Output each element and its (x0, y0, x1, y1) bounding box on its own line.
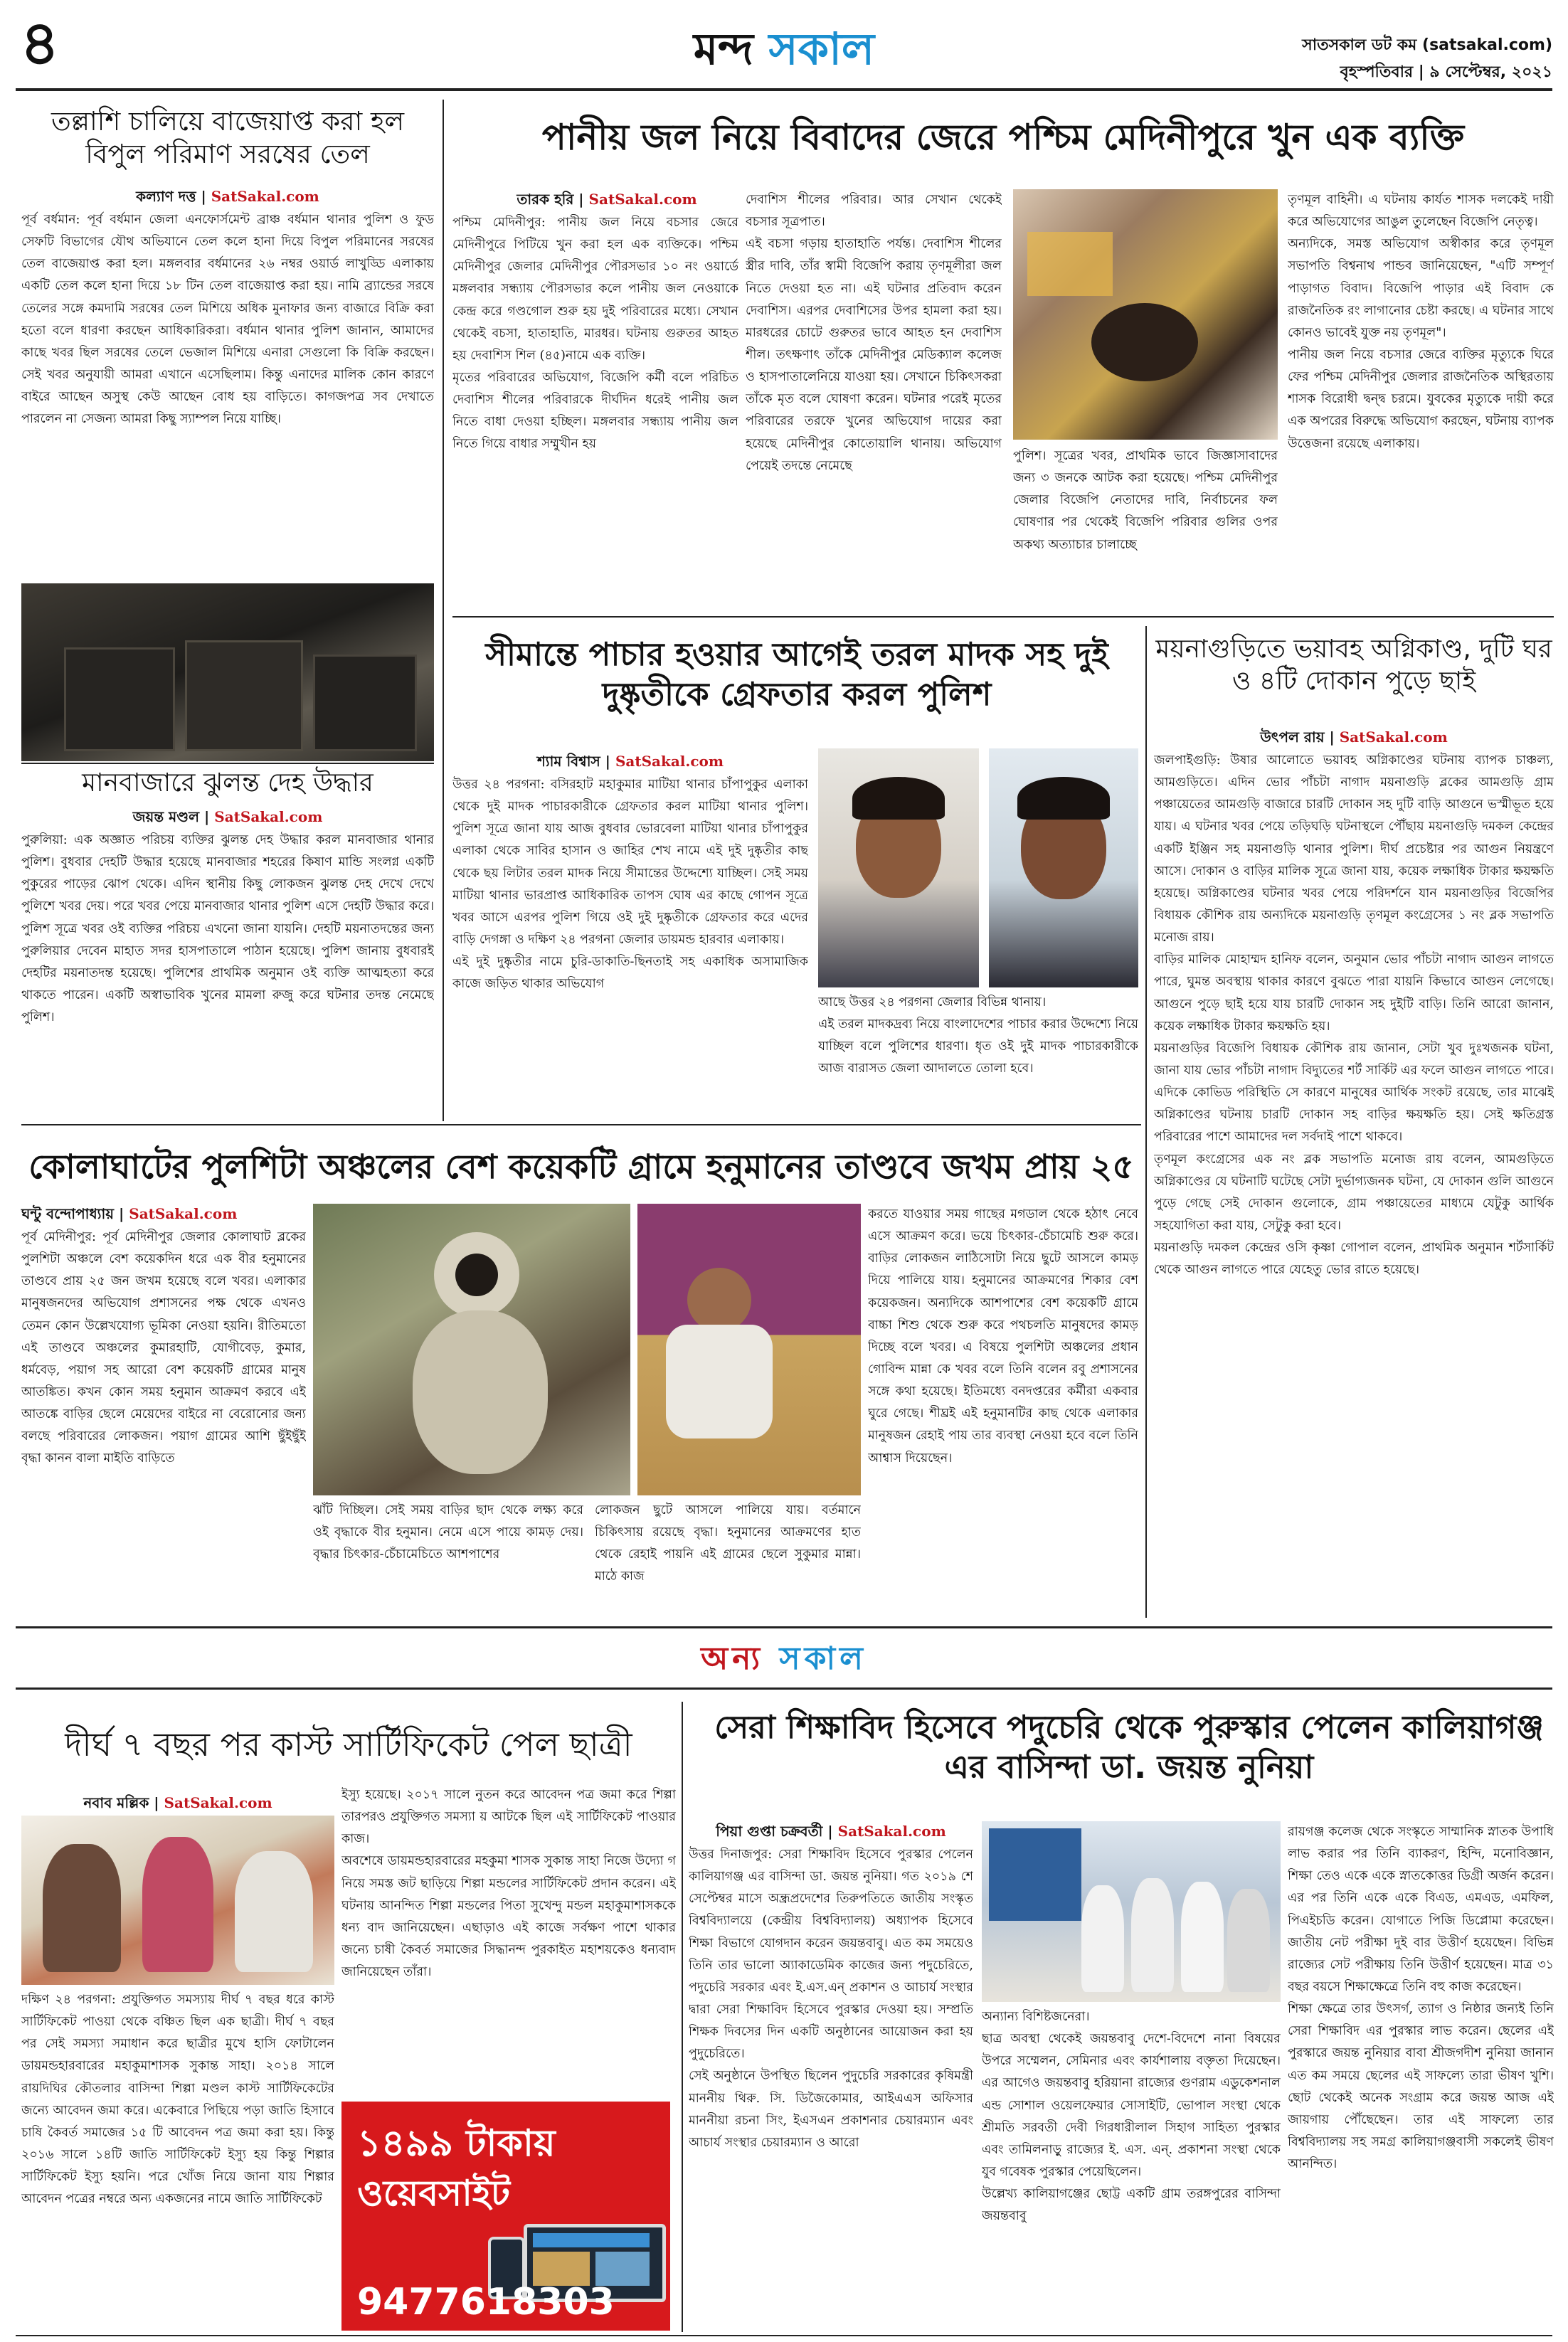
brand-part1: মন্দ (693, 23, 754, 75)
a1-author: কল্যাণ দত্ত | (136, 188, 206, 205)
a6-col2: ঝাঁট দিচ্ছিল। সেই সময় বাড়ির ছাদ থেকে লক্ষ্য করে ওই বৃদ্ধাকে বীর হনুমান। নেমে এসে পায়ে কামড় দেয়। বৃদ্ধার চিৎকার-চেঁচামেচিতে আশপাশের (313, 1503, 583, 1562)
a6-photo-victim-woman (637, 1204, 861, 1495)
a1-body: পূর্ব বর্ধমান: পূর্ব বর্ধমান জেলা এনফোর্সমেন্ট ব্রাঞ্চ বর্ধমান থানার পুলিশ ও ফুড সেফটি বিভাগের যৌথ অভিযানে তেল কলে হানা দিয়ে বিপুল পরিমানের সরষের তেল বাজেয়াপ্ত করা হল। মঙ্গলবার বর্ধমানের ২৬ নম্বর ওয়ার্ড লাখুড্ডি এলাকায় একটি তেল কলে হানা দিয়ে ১৮ টিন তেল বাজেয়াপ্ত করা হয়। নামি ব্র্যান্ডের সরষে তেলের সঙ্গে কমদামি সরষের তেল মিশিয়ে অধিক মুনাফার জন্য বাজারে বিক্রি করা হতো বলে ধারণা করছেন আধিকারিকরা। বর্ধমান থানার পুলিশ জানান, আমাদের কাছে খবর ছিল সরষের তেলে ভেজাল মিশিয়ে এনারা সেগুলো কি বিক্রি করছেন। সেই খবর অনুযায়ী আমরা এখানে এসেছিলাম। কিন্তু এনাদের মালিক কোন কারণে বাইরে আছেন অসুস্থ কেউ আছেন বোধ হয় বাড়িতে। কাগজপত্র সব দেখাতে পারলেন না সেজন্য আমরা কিছু স্যাম্পল নিয়ে যাচ্ছি। (21, 213, 434, 427)
a3-author: তারক হরি | (517, 191, 584, 208)
a2-headline: মানবাজারে ঝুলন্ত দেহ উদ্ধার (82, 768, 374, 798)
page-bottom-rule (16, 2335, 1552, 2336)
ad-phone-number[interactable]: 9477618303 (357, 2281, 615, 2324)
a5-source: SatSakal.com (1339, 728, 1448, 746)
a8-col1: উত্তর দিনাজপুর: সেরা শিক্ষাবিদ হিসেবে পুরস্কার পেলেন কালিয়াগঞ্জ এর বাসিন্দা ডা. জয়ন্ত নুনিয়া। গত ২০১৯ শে সেপ্টেম্বর মাসে অন্ধ্রপ্রদেশের তিরুপতিতে জাতীয় সংস্কৃত বিশ্ববিদ্যালয়ে (কেন্দ্রীয় বিশ্ববিদ্যালয়) অধ্যাপক হিসেবে শিক্ষা বিভাগে যোগদান করেন জয়ন্তবাবু। এত কম সময়েও তিনি তার ভালো অ্যাকাডেমিক কাজের জন্য পদুচেরিতে, পদুচেরি সরকার এবং ই.এস.এন্ প্রকাশন ও আচার্য সংস্থার দ্বারা সেরা শিক্ষাবিদ হিসেবে পুরস্কার দেওয়া হয়। সম্প্রতি শিক্ষক দিবসের দিন একটি অনুষ্ঠানের আয়োজন করা হয় পুদুচেরিতে। সেই অনুষ্ঠানে উপস্থিত ছিলেন পুদুচেরি সরকারের কৃষিমন্ত্রী মাননীয় থিরু. সি. ডিজৈকোমার, আইএএস অফিসার মাননীয়া রচনা সিং, ইএসএন প্রকাশনার চেয়ারম্যান এবং আচার্য সংস্থার চেয়ারম্যান ও আরো (689, 1848, 973, 2150)
a8-col3: রায়গঞ্জ কলেজ থেকে সংস্কৃতে সাম্মানিক স্নাতক উপাধি লাভ করার পর তিনি ব্যাকরণ, হিন্দি, মনোবিজ্ঞান, শিক্ষা তেও একে একে স্নাতকোত্তর ডিগ্রী অর্জন করেন। এর পর তিনি একে একে বিএড, এমএড, এমফিল, পিএইচডি করেন। যোগাতে পিজি ডিপ্লোমা করেছেন। জাতীয় নেট পরীক্ষা দুই বার উত্তীর্ণ হয়েছেন। বিভিন্ন রাজ্যের সেট পরীক্ষায় তিনি উত্তীর্ণ হয়েছেন। মাত্র ৩১ বছর বয়সে শিক্ষাক্ষেত্রে তিনি বহু কাজ করেছেন। শিক্ষা ক্ষেত্রে তার উৎসর্গ, ত্যাগ ও নিষ্ঠার জন্যই তিনি সেরা শিক্ষাবিদ এর পুরস্কার লাভ করেন। ছেলের এই পুরস্কারে জয়ন্ত নুনিয়ার বাবা শ্রীজগদীশ নুনিয়া জানান এত কম সময়ে ছেলের এই সাফল্যে তারা ভীষণ খুশি। ছোট থেকেই অনেক সংগ্রাম করে জয়ন্ত আজ এই জায়গায় পৌঁছেছেন। তার এই সাফল্যে তার বিশ্ববিদ্যালয় সহ সমগ্র কালিয়াগঞ্জবাসী সকলেই ভীষণ আনন্দিত। (1288, 1825, 1554, 2172)
brand-part2: সকাল (768, 23, 875, 75)
a8-photo-award-ceremony (982, 1821, 1281, 2002)
a4-author: শ্যাম বিশ্বাস | (536, 753, 610, 770)
a6-source: SatSakal.com (129, 1205, 238, 1222)
a4-photo-accused-2 (989, 748, 1138, 987)
a7-byline (21, 1793, 334, 1816)
a1-photo-oil-tins (21, 583, 434, 761)
a7-col1: দক্ষিণ ২৪ পরগনা: প্রযুক্তিগত সমস্যায় দীর্ঘ ৭ বছর ধরে কাস্ট সার্টিফিকেট পাওয়া থেকে বঞ্চিত ছিল এক ছাত্রী। দীর্ঘ ৭ বছর পর সেই সমস্যা সমাধান করে ছাত্রীর মুখে হাসি ফোটালেন ডায়মন্ডহারবারের মহাকুমাশাসক সুকান্ত সাহা। ২০১৪ সালে রায়দিঘির কৌতলার বাসিন্দা শিল্পা মণ্ডল কাস্ট সার্টিফিকেটের জন্যে আবেদন জমা করে। একেবারে পিছিয়ে পড়া জাতি হিসাবে চাষি কৈবর্ত সমাজের ১৫ টি আবেদন পত্র জমা করা হয়। কিন্তু ২০১৬ সালে ১৪টি জাতি সার্টিফিকেট ইস্যু হয় কিন্তু শিল্পার সার্টিফিকেট ইস্যু হয়নি। পরে খোঁজ নিয়ে জানা যায় শিল্পার আবেদন পত্রের নম্বরে অন্য একজনের নামে জাতি সার্টিফিকেট (21, 1993, 334, 2207)
a2-author: জয়ন্ত মণ্ডল | (132, 808, 210, 825)
a4-bottom-rule (21, 1124, 1141, 1125)
a4-source: SatSakal.com (615, 753, 724, 770)
a3-col1: পশ্চিম মেদিনীপুর: পানীয় জল নিয়ে বচসার জেরে মেদিনীপুরে পিটিয়ে খুন করা হল এক ব্যক্তিকে। পশ্চিম মেদিনীপুর জেলার মেদিনীপুর পৌরসভার ১০ নং ওয়ার্ডে মঙ্গলবার সন্ধ্যায় পৌরসভার কলে পানীয় জল নেওয়াকে কেন্দ্র করে গণ্ডগোল শুরু হয় দুই পরিবারের মধ্যে। সেখান থেকেই বচসা, হাতাহাতি, মারধর। ঘটনায় গুরুতর আহত হয় দেবাশিস শিল (৪৫)নামে এক ব্যক্তি। মৃতের পরিবারের অভিযোগ, বিজেপি কর্মী বলে পরিচিত দেবাশিস শীলের পরিবারকে দীর্ঘদিন ধরেই পানীয় জল নিতে বাধা দেওয়া হচ্ছিল। মঙ্গলবার সন্ধ্যায় পানীয় জল নিতে গিয়ে বাধার সম্মুখীন হয় (452, 216, 738, 452)
masthead-date: বৃহস্পতিবার | ৯ সেপ্টেম্বর, ২০২১ (1340, 63, 1552, 81)
a4-headline: সীমান্তে পাচার হওয়ার আগেই তরল মাদক সহ দুই দুষ্কৃতীকে গ্রেফতার করল পুলিশ (485, 635, 1108, 714)
a3-source: SatSakal.com (588, 191, 697, 208)
a7-col2: ইস্যু হয়েছে। ২০১৭ সালে নুতন করে আবেদন পত্র জমা করে শিল্পা তারপরও প্রযুক্তিগত সমস্যা য় আটকে ছিল এই সার্টিফিকেট পাওয়ার কাজ। অবশেষে ডায়মন্ডহারবারের মহকুমা শাসক সুকান্ত সাহা নিজে উদ্যো গ নিয়ে সমস্ত জট ছাড়িয়ে শিল্পা মন্ডলের সার্টিফিকেট প্রদান করেন। এই ঘটনায় আনন্দিত শিল্পা মন্ডলের পিতা সুখেন্দু মন্ডল মহাকুমাশাসককে ধন্য বাদ জানিয়েছেন। এছাড়াও এই কাজে সর্বক্ষণ পাশে থাকার জন্যে চাষী কৈবর্ত সমাজের সিদ্ধানন্দ পুরকাইত মহাশয়কেও ধন্যবাদ জানিয়েছেন তাঁরা। (341, 1788, 676, 1980)
a5-headline: ময়নাগুড়িতে ভয়াবহ অগ্নিকাণ্ড, দুটি ঘর ও ৪টি দোকান পুড়ে ছাই (1155, 635, 1552, 696)
page-number: ৪ (20, 8, 60, 79)
section-top-rule (16, 1626, 1552, 1628)
a7-source: SatSakal.com (164, 1794, 272, 1811)
a6-photo-monkey (313, 1204, 630, 1495)
a4-col2: আছে উত্তর ২৪ পরগনা জেলার বিভিন্ন থানায়। এই তরল মাদকদ্রব্য নিয়ে বাংলাদেশের পাচার করার উদ্দেশ্যে নিয়ে যাচ্ছিল বলে পুলিশের ধারণা। ধৃত ওই দুই মাদক পাচারকারীকে আজ বারাসত জেলা আদালতে তোলা হবে। (818, 995, 1138, 1076)
a3-col2: দেবাশিস শীলের পরিবার। আর সেখান থেকেই বচসার সূত্রপাত। এই বচসা গড়ায় হাতাহাতি পর্যন্ত। দেবাশিস শীলের স্ত্রীর দাবি, তাঁর স্বামী বিজেপি করায় তৃণমূলীরা জল নিতে দেওয়া হত না। এই ঘটনার প্রতিবাদ করেন দেবাশিস। এরপর দেবাশিসের উপর হামলা করা হয়। মারধরের চোটে গুরুতর ভাবে আহত হন দেবাশিস শীল। তৎক্ষণাৎ তাঁকে মেদিনীপুর মেডিক্যাল কলেজ ও হাসপাতালেনিয়ে যাওয়া হয়। সেখানে চিকিৎসকরা তাঁকে মৃত বলে ঘোষণা করেন। ঘটনার পরেই মৃতের পরিবারের তরফে খুনের অভিযোগ দায়ের করা হয়েছে মেদিনীপুর কোতোয়ালি থানায়। অভিযোগ পেয়েই তদন্তে নেমেছে (746, 193, 1002, 473)
a4-right-rule (1145, 626, 1147, 1618)
section-part2: সকাল (779, 1641, 867, 1677)
a8-author: পিয়া গুপ্তা চক্রবর্তী | (716, 1823, 833, 1840)
a1-headline: তল্লাশি চালিয়ে বাজেয়াপ্ত করা হল বিপুল পরিমাণ সরষের তেল (51, 106, 405, 170)
a6-col1: পূর্ব মেদিনীপুর: পূর্ব মেদিনীপুর জেলার কোলাঘাট ব্লকের পুলশিটা অঞ্চলে বেশ কয়েকদিন ধরে এক বীর হনুমানের তাণ্ডবে প্রায় ২৫ জন জখম হয়েছে বলে খবর। এলাকার মানুষজনদের অভিযোগ প্রশাসনের পক্ষ থেকে এখনও তেমন কোন উল্লেখযোগ্য ভূমিকা নেওয়া হয়নি। রীতিমতো এই তাণ্ডবে অঞ্চলের কুমারহাটি, যোগীবেড়, কুমার, ধর্মবেড়, পয়াগ সহ আরো বেশ কয়েকটি গ্রামের মানুষ আতঙ্কিত। কখন কোন সময় হনুমান আক্রমণ করবে এই আতঙ্কে বাড়ির ছেলে মেয়েদের বাইরে না বেরোনোর জন্য বলছে পরিবারের লোকজন। পয়াগ গ্রামের আশি ছুঁইছুঁই বৃদ্ধা কানন বালা মাইতি বাড়িতে (21, 1230, 306, 1466)
a7-headline: দীর্ঘ ৭ বছর পর কাস্ট সার্টিফিকেট পেল ছাত্রী (65, 1725, 632, 1764)
section-part1: অন্য (701, 1641, 765, 1677)
a6-col4: করতে যাওয়ার সময় গাছের মগডাল থেকে হঠাৎ নেবে এসে আক্রমণ করে। ভয়ে চিৎকার-চেঁচামেচি শুরু করে। বাড়ির লোকজন লাঠিসোটা নিয়ে ছুটে আসলে কামড় দিয়ে পালিয়ে যায়। হনুমানের আক্রমণের শিকার বেশ কয়েকজন। অন্যদিকে আশপাশের বেশ কয়েকটি গ্রামে বাচ্চা শিশু থেকে শুরু করে পথচলতি মানুষদের কামড় দিচ্ছে বলে খবর। এ বিষয়ে পুলশিটা অঞ্চলের প্রধান গোবিন্দ মান্না কে খবর বলে তিনি বলেন রবু প্রশাসনের সঙ্গে কথা হয়েছে। ইতিমধ্যে বনদপ্তরের কর্মীরা একবার ঘুরে গেছে। শীঘ্রই এই হনুমানটির কাছ থেকে এলাকার মানুষজন রেহাই পায় তার ব্যবস্থা নেওয়া হবে বলে তিনি আশ্বাস দিয়েছেন। (868, 1207, 1138, 1466)
section-banner (0, 1635, 1568, 1687)
a4-col1: উত্তর ২৪ পরগনা: বসিরহাট মহাকুমার মাটিয়া থানার চাঁপাপুকুর এলাকা থেকে দুই মাদক পাচারকারীকে গ্রেফতার করল মাটিয়া থানার পুলিশ। পুলিশ সূত্রে জানা যায় আজ বুধবার ভোরবেলা মাটিয়া থানার চাঁপাপুকুর এলাকা থেকে সাবির হাসান ও জাহির শেখ নামে এই দুই দুষ্কৃতীর কাছ থেকে ছয় লিটার তরল মাদক নিয়ে সীমান্তের উদ্দেশ্যে যাচ্ছিল। সেই সময় মাটিয়া থানার ভারপ্রাপ্ত আধিকারিক তাপস ঘোষ এর কাছে গোপন সূত্রে খবর আসে এরপর পুলিশ গিয়ে ওই দুই দুষ্কৃতীকে গ্রেফতার করে এদের বাড়ি দেগঙ্গা ও দক্ষিণ ২৪ পরগনা জেলার ডায়মন্ড হারবার এলাকায়। এই দুই দুষ্কৃতীর নামে চুরি-ডাকাতি-ছিনতাই সহ একাধিক অসামাজিক কাজে জড়িত থাকার অভিযোগ (452, 778, 808, 992)
website-ad[interactable] (341, 2102, 670, 2331)
a2-source: SatSakal.com (214, 808, 323, 825)
bottom-section-divider (682, 1702, 683, 2332)
a6-byline (21, 1204, 306, 1227)
left-block-rule (443, 100, 444, 1121)
a6-author: ঘন্টু বন্দোপাধ্যায় | (21, 1205, 125, 1222)
a3-col4: তৃণমূল বাহিনী। এ ঘটনায় কার্যত শাসক দলকেই দায়ী করে অভিযোগের আঙুল তুলেছেন বিজেপি নেতৃত্ব। অন্যদিকে, সমস্ত অভিযোগ অস্বীকার করে তৃণমূল সভাপতি বিশ্বনাথ পান্ডব জানিয়েছেন, "এটি সম্পূর্ণ পাড়াগত বিবাদ। বিজেপি পাড়ার এই বিবাদ কে রাজনৈতিক রং লাগানোর চেষ্টা করছে। এ ঘটনার সাথে কোনও ভাবেই যুক্ত নয় তৃণমূল"। পানীয় জল নিয়ে বচসার জেরে ব্যক্তির মৃত্যুকে ঘিরে ফের পশ্চিম মেদিনীপুর জেলার রাজনৈতিক অস্থিরতায় শাসক বিরোধী দ্বন্দ্ব চরমে। যুবকের মৃত্যুকে দায়ী করে এক অপরের বিরুদ্ধে অভিযোগ করছেন, ঘটনায় ব্যাপক উত্তেজনা রয়েছে এলাকায়। (1288, 193, 1554, 451)
a5-byline (1154, 727, 1554, 751)
a8-byline (689, 1821, 973, 1845)
a3-headline: পানীয় জল নিয়ে বিবাদের জেরে পশ্চিম মেদিনীপুরে খুন এক ব্যক্তি (541, 117, 1465, 158)
ad-product: ওয়েবসাইট (357, 2173, 510, 2214)
a2-body: পুরুলিয়া: এক অজ্ঞাত পরিচয় ব্যক্তির ঝুলন্ত দেহ উদ্ধার করল মানবাজার থানার পুলিশ। বুধবার দেহটি উদ্ধার হয়েছে মানবাজার শহরের কিষাণ মান্ডি সংলগ্ন একটি পুকুরের পাড়ের ঝোপ থেকে। এদিন স্থানীয় কিছু লোকজন ঝুলন্ত দেহ দেখে দেখে পুলিশে খবর দেয়। পরে খবর পেয়ে মানবাজার থানার পুলিশ এসে দেহটি উদ্ধার করে। পুলিশ সূত্রে খবর ওই ব্যক্তির পরিচয় এখনো জানা যায়নি। দেহটি ময়নাতদন্তের জন্য পুরুলিয়ার দেবেন মাহাত সদর হাসপাতালে পাঠান হয়েছে। পুলিশ জানায় বুধবারই দেহটির ময়নাতদন্ত হয়েছে। পুলিশের প্রাথমিক অনুমান ওই ব্যক্তি আত্মহত্যা করে থাকতে পারেন। একটি অস্বাভাবিক খুনের মামলা রুজু করে ঘটনার তদন্ত নেমেছে পুলিশ। (21, 833, 434, 1025)
a8-col2: অন্যান্য বিশিষ্টজনেরা। ছাত্র অবস্থা থেকেই জয়ন্তবাবু দেশে-বিদেশে নানা বিষয়ের উপরে সম্মেলন, সেমিনার এবং কার্যশালায় বক্তৃতা দিয়েছেন। এর আগেও জয়ন্তবাবু হরিয়ানা রাজ্যের গুণরাম এডুকেশনাল এন্ড সোশাল ওয়েলফেয়ার সোসাইটি, ভোপাল সংস্থা থেকে শ্রীমতি সরবতী দেবী গিরধারীলাল সিহাগ সাহিত্য পুরস্কার এবং তামিলনাড়ু রাজ্যের ই. এস. এন্. প্রকাশনা সংস্থা থেকে যুব গবেষক পুরস্কার পেয়েছিলেন। উল্লেখ্য কালিয়াগঞ্জের ছোট্ট একটি গ্রাম তরঙ্গপুরের বাসিন্দা জয়ন্তবাবু (982, 2010, 1281, 2224)
a1-source: SatSakal.com (211, 188, 319, 205)
masthead-rule (16, 88, 1552, 91)
a2-byline (21, 807, 434, 830)
a3-byline (475, 189, 738, 213)
a4-photo-accused-1 (818, 748, 979, 987)
ad-price-line: ১৪৯৯ টাকায় (357, 2122, 556, 2165)
a7-photo-certificate (21, 1816, 334, 1985)
a8-source: SatSakal.com (837, 1823, 946, 1840)
a3-photo-victim (1013, 189, 1278, 440)
masthead-site: সাতসকাল ডট কম (satsakal.com) (1302, 36, 1552, 54)
a6-col3: লোকজন ছুটে আসলে পালিয়ে যায়। বর্তমানে চিকিৎসায় রয়েছে বৃদ্ধা। হনুমানের আক্রমণের হাত থেকে রেহাই পায়নি এই গ্রামের ছেলে সুকুমার মান্না। মাঠে কাজ (595, 1503, 861, 1584)
a5-body: জলপাইগুড়ি: উষার আলোতে ভয়াবহ অগ্নিকাণ্ডের ঘটনায় ব্যাপক চাঞ্চল্য, আমগুড়িতে। এদিন ভোর পাঁচটা নাগাদ ময়নাগুড়ি ব্লকের আমগুড়ি গ্রাম পঞ্চায়েতের আমগুড়ি বাজারে চারটি দোকান সহ দুটি বাড়ি আগুনে ভস্মীভূত হয়ে যায়। এ ঘটনার খবর পেয়ে তড়িঘড়ি ঘটনাস্থলে পৌঁছায় ময়নাগুড়ি দমকল কেন্দ্রের একটি ইঞ্জিন সহ ময়নাগুড়ি থানার পুলিশ। দীর্ঘ প্রচেষ্টার পর আগুন নিয়ন্ত্রণে আসে। দোকান ও বাড়ির মালিক সূত্রে জানা যায়, কয়েক লক্ষাধিক টাকার ক্ষয়ক্ষতি হয়েছে। অগ্নিকাণ্ডের ঘটনার খবর পেয়ে পরিদর্শনে যান ময়নাগুড়ির বিজেপির বিধায়ক কৌশিক রায় অন্যদিকে ময়নাগুড়ি তৃণমূল কংগ্রেসের ১ নং ব্লক সভাপতি মনোজ রায়। বাড়ির মালিক মোহাম্মদ হানিফ বলেন, অনুমান ভোর পাঁচটা নাগাদ আগুন লাগতে পারে, ঘুমন্ত অবস্থায় থাকার কারণে বুঝতে পারা যায়নি কিভাবে আগুন লেগেছে। আগুনে পুড়ে ছাই হয়ে যায় চারটি দোকান সহ দুইটি বাড়ি। তিনি আরো জানান, কয়েক লক্ষাধিক টাকার ক্ষয়ক্ষতি হয়। ময়নাগুড়ির বিজেপি বিধায়ক কৌশিক রায় জানান, সেটা খুব দুঃখজনক ঘটনা, জানা যায় ভোর পাঁচটা নাগাদ বিদ্যুতের শর্ট সার্কিট এর ফলে আগুন লাগতে পারে। এদিকে কোভিড পরিস্থিতি সে কারণে মানুষের আর্থিক সংকট রয়েছে, তার মাঝেই অগ্নিকাণ্ডের ঘটনায় চারটি দোকান সহ বাড়ির ক্ষয়ক্ষতি হয়। সেই ক্ষতিগ্রস্ত পরিবারের পাশে আমাদের দল সর্বদাই পাশে থাকবে। তৃণমূল কংগ্রেসের এক নং ব্লক সভাপতি মনোজ রায় বলেন, আমগুড়িতে অগ্নিকাণ্ডের যে ঘটনাটি ঘটেছে সেটা দুর্ভাগ্যজনক ঘটনা, যে দোকান গুলি আগুনে পুড়ে গেছে সেই দোকান গুলোকে, গ্রাম পঞ্চায়েতের মাধ্যমে যেটুকু আর্থিক সহযোগিতা করা যায়, সেটুকু করা হবে। ময়নাগুড়ি দমকল কেন্দ্রের ওসি কৃষ্ণা গোপাল বলেন, প্রাথমিক অনুমান শর্টসার্কিট থেকে আগুন লাগতে পারে যেহেতু ভোর রাতে হয়েছে। (1154, 753, 1554, 1278)
a8-headline: সেরা শিক্ষাবিদ হিসেবে পদুচেরি থেকে পুরুস্কার পেলেন কালিয়াগঞ্জ এর বাসিন্দা ডা. জয়ন্ত নুনিয়া (714, 1708, 1544, 1786)
a1-byline (21, 186, 434, 210)
a5-author: উৎপল রায় | (1260, 728, 1335, 746)
a1-bottom-rule (21, 763, 434, 764)
a6-headline: কোলাঘাটের পুলশিটা অঞ্চলের বেশ কয়েকটি গ্রামে হনুমানের তাণ্ডবে জখম প্রায় ২৫ (28, 1148, 1134, 1187)
a4-byline (452, 751, 808, 775)
a7-author: নবাব মল্লিক | (83, 1794, 159, 1811)
a3-col3: পুলিশ। সূত্রের খবর, প্রাথমিক ভাবে জিজ্ঞাসাবাদের জন্য ৩ জনকে আটক করা হয়েছে। পশ্চিম মেদিনীপুর জেলার বিজেপি নেতাদের দাবি, নির্বাচনের ফল ঘোষণার পর থেকেই বিজেপি পরিবার গুলির ওপর অকথ্য অত্যাচার চালাচ্ছে (1013, 449, 1278, 552)
a3-bottom-rule (452, 616, 1554, 618)
section-bottom-rule (16, 1687, 1552, 1690)
